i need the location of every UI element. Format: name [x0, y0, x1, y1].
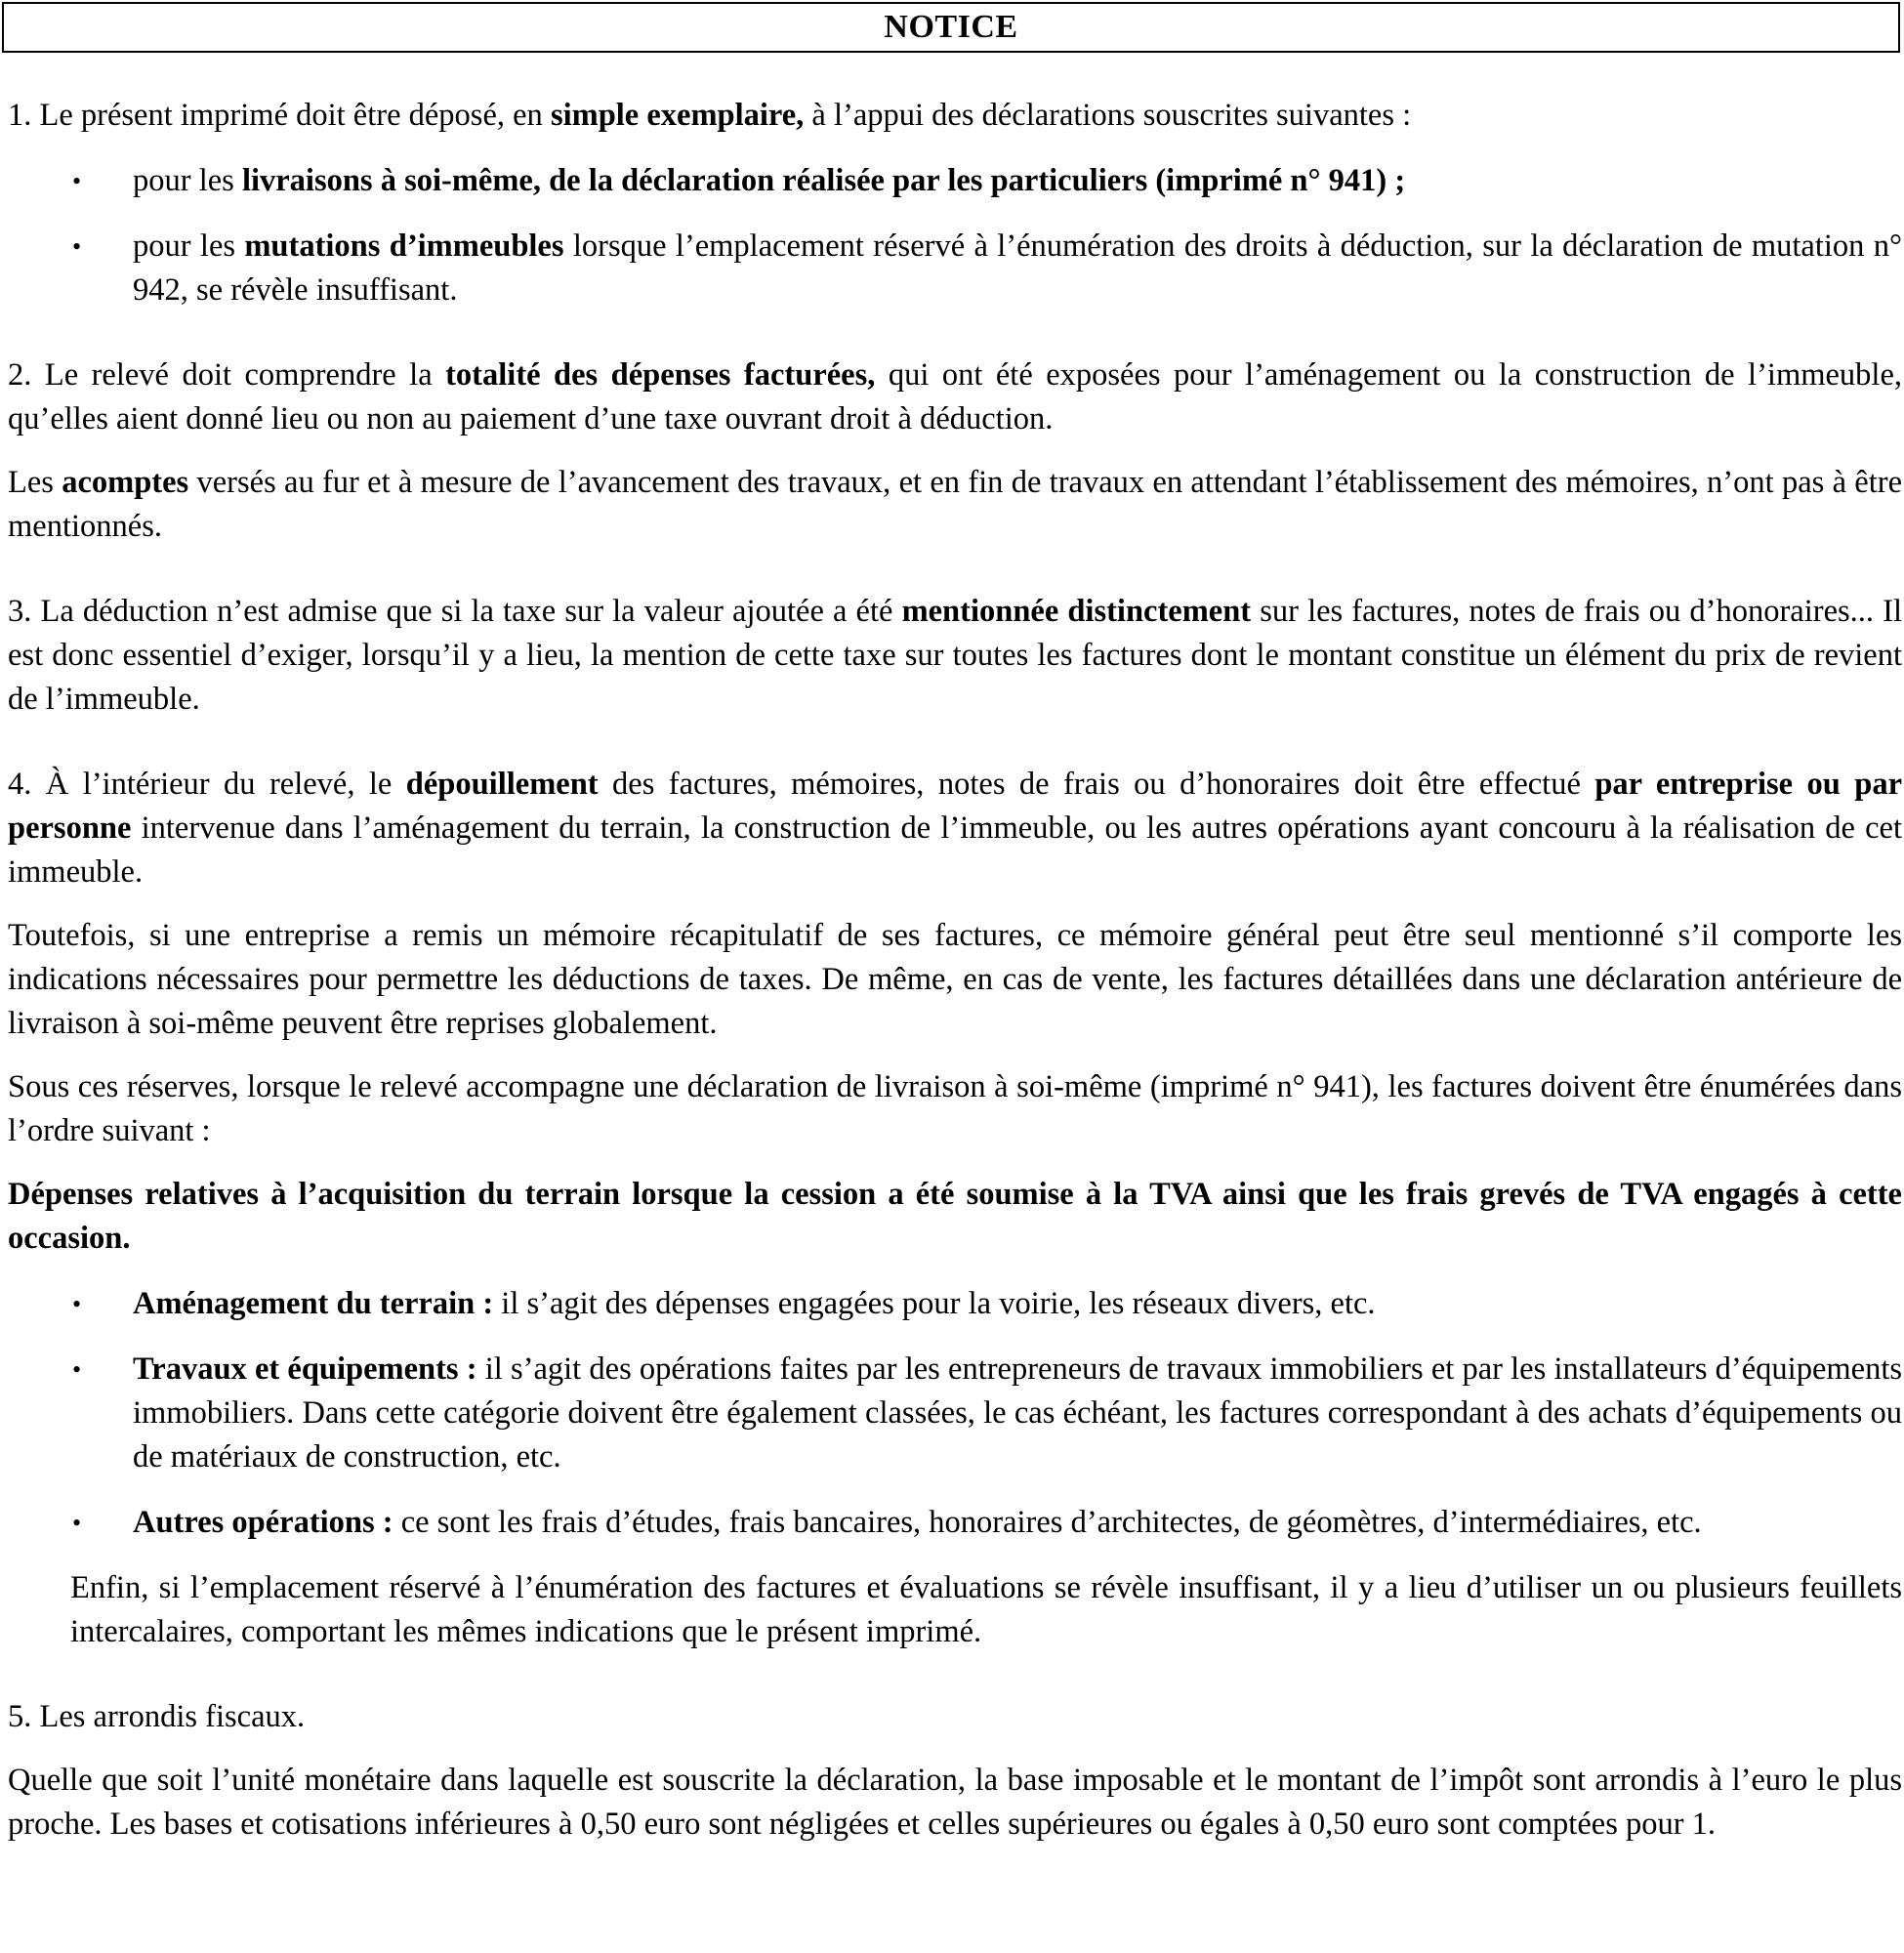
list-item-bold: Travaux et équipements : [133, 1351, 477, 1387]
terrain-bold: Dépenses relatives à l’acquisition du terrain lorsque la cession a été soumise à la TVA ainsi que les frais grevés de TVA engagés à cette occasion. [8, 1177, 1902, 1256]
section-1-intro [8, 94, 1902, 138]
section-4-bold: dépouillement [405, 767, 599, 802]
list-item [8, 1348, 1902, 1479]
section-3-bold: mentionnée distinctement [901, 594, 1252, 629]
section-1-text-end: à l’appui des déclarations souscrites suivantes : [804, 98, 1412, 133]
notice-title: NOTICE [884, 9, 1018, 45]
section-4-toutefois-paragraph: Toutefois, si une entreprise a remis un mémoire récapitulatif de ses factures, ce mémoire général peut être seul mentionné s’il comporte les indications nécessaires pour permettre les déductions de taxes. De même, en cas de vente, les factures détaillées dans une déclaration antérieure de livraison à soi-même peuvent être reprises globalement. [8, 918, 1902, 1041]
section-4-paragraph [8, 763, 1902, 894]
list-item-text: il s’agit des dépenses engagées pour la voirie, les réseaux divers, etc. [493, 1286, 1376, 1321]
bullet-icon: • [72, 232, 82, 261]
list-item-text: il s’agit des opérations faites par les entrepreneurs de travaux immobiliers et par les installateurs d’équipements immobiliers. Dans cette catégorie doivent être également classées, le cas échéant, les factures correspondant à des achats d’équipements ou de matériaux de construction, etc. [133, 1351, 1903, 1475]
section-2-bold: totalité des dépenses facturées, [445, 357, 876, 393]
section-3-paragraph [8, 590, 1902, 722]
list-item-text: pour les [133, 229, 245, 264]
section-2-acomptes-paragraph [8, 461, 1902, 549]
section-2-text-end: qui ont été exposées pour l’aménagement ou la construction de l’immeuble, qu’elles aient donné lieu ou non au paiement d’une taxe ouvrant droit à déduction. [8, 357, 1903, 436]
bullet-icon: • [72, 1355, 82, 1384]
section-3-text-end: sur les factures, notes de frais ou d’honoraires... Il est donc essentiel d’exiger, lorsqu’il y a lieu, la mention de cette taxe sur toutes les factures dont le montant constitue un élément du prix de revient de l’immeuble. [8, 594, 1902, 717]
bullet-icon: • [72, 1290, 82, 1318]
section-1-bold: simple exemplaire, [550, 98, 805, 133]
list-item-bold: Aménagement du terrain : [133, 1286, 494, 1321]
list-item [8, 159, 1902, 203]
section-2-text: 2. Le relevé doit comprendre la [8, 357, 446, 393]
acomptes-text: Les [8, 465, 62, 500]
list-item-bold: mutations d’immeubles [244, 229, 564, 264]
list-item-bold: Autres opérations : [133, 1505, 393, 1540]
section-5-paragraph: Quelle que soit l’unité monétaire dans laquelle est souscrite la déclaration, la base imposable et le montant de l’impôt sont arrondis à l’euro le plus proche. Les bases et cotisations inférieures à 0,50 euro sont négligées et celles supérieures ou égales à 0,50 euro sont comptées pour 1. [8, 1763, 1902, 1842]
section-4-text: 4. À l’intérieur du relevé, le [8, 767, 406, 802]
list-item [8, 1282, 1902, 1326]
list-item-text: ce sont les frais d’études, frais bancaires, honoraires d’architectes, de géomètres, d’intermédiaires, etc. [393, 1505, 1702, 1540]
notice-body [8, 94, 1902, 1847]
section-4-text-end: intervenue dans l’aménagement du terrain, la construction de l’immeuble, ou les autres opérations ayant concouru à la réalisation de cet immeuble. [8, 810, 1902, 890]
list-item-text-end: lorsque l’emplacement réservé à l’énumération des droits à déduction, sur la déclaration de mutation n° 942, se révèle insuffisant. [133, 229, 1902, 308]
section-3-text: 3. La déduction n’est admise que si la taxe sur la valeur ajoutée a été [8, 594, 902, 629]
section-1-text: 1. Le présent imprimé doit être déposé, en [8, 98, 551, 133]
bullet-icon: • [72, 1509, 82, 1537]
section-4-reserves-paragraph: Sous ces réserves, lorsque le relevé accompagne une déclaration de livraison à soi-même (imprimé n° 941), les factures doivent être énumérées dans l’ordre suivant : [8, 1069, 1902, 1148]
bullet-icon: • [72, 167, 82, 195]
section-4-terrain-heading [8, 1173, 1902, 1261]
list-item-bold: livraisons à soi-même, de la déclaration réalisée par les particuliers (imprimé n° 941) ; [241, 163, 1406, 198]
section-4-bold-2: par entreprise ou par personne [8, 767, 1903, 846]
acomptes-bold: acomptes [62, 465, 189, 500]
notice-title-box [2, 2, 1900, 53]
list-item-text: pour les [133, 163, 242, 198]
section-1-bullet-list [8, 159, 1902, 312]
list-item [8, 1501, 1902, 1545]
section-4-text-mid: des factures, mémoires, notes de frais ou d’honoraires doit être effectué [598, 767, 1595, 802]
acomptes-text-end: versés au fur et à mesure de l’avancement des travaux, et en fin de travaux en attendant l’établissement des mémoires, n’ont pas à être mentionnés. [8, 465, 1902, 544]
section-2-paragraph [8, 353, 1902, 441]
section-4-enfin-paragraph: Enfin, si l’emplacement réservé à l’énumération des factures et évaluations se révèle insuffisant, il y a lieu d’utiliser un ou plusieurs feuillets intercalaires, comportant les mêmes indications que le présent imprimé. [70, 1570, 1902, 1649]
section-5-heading: 5. Les arrondis fiscaux. [8, 1699, 306, 1734]
section-4-bullet-list [8, 1282, 1902, 1545]
list-item [8, 225, 1902, 312]
